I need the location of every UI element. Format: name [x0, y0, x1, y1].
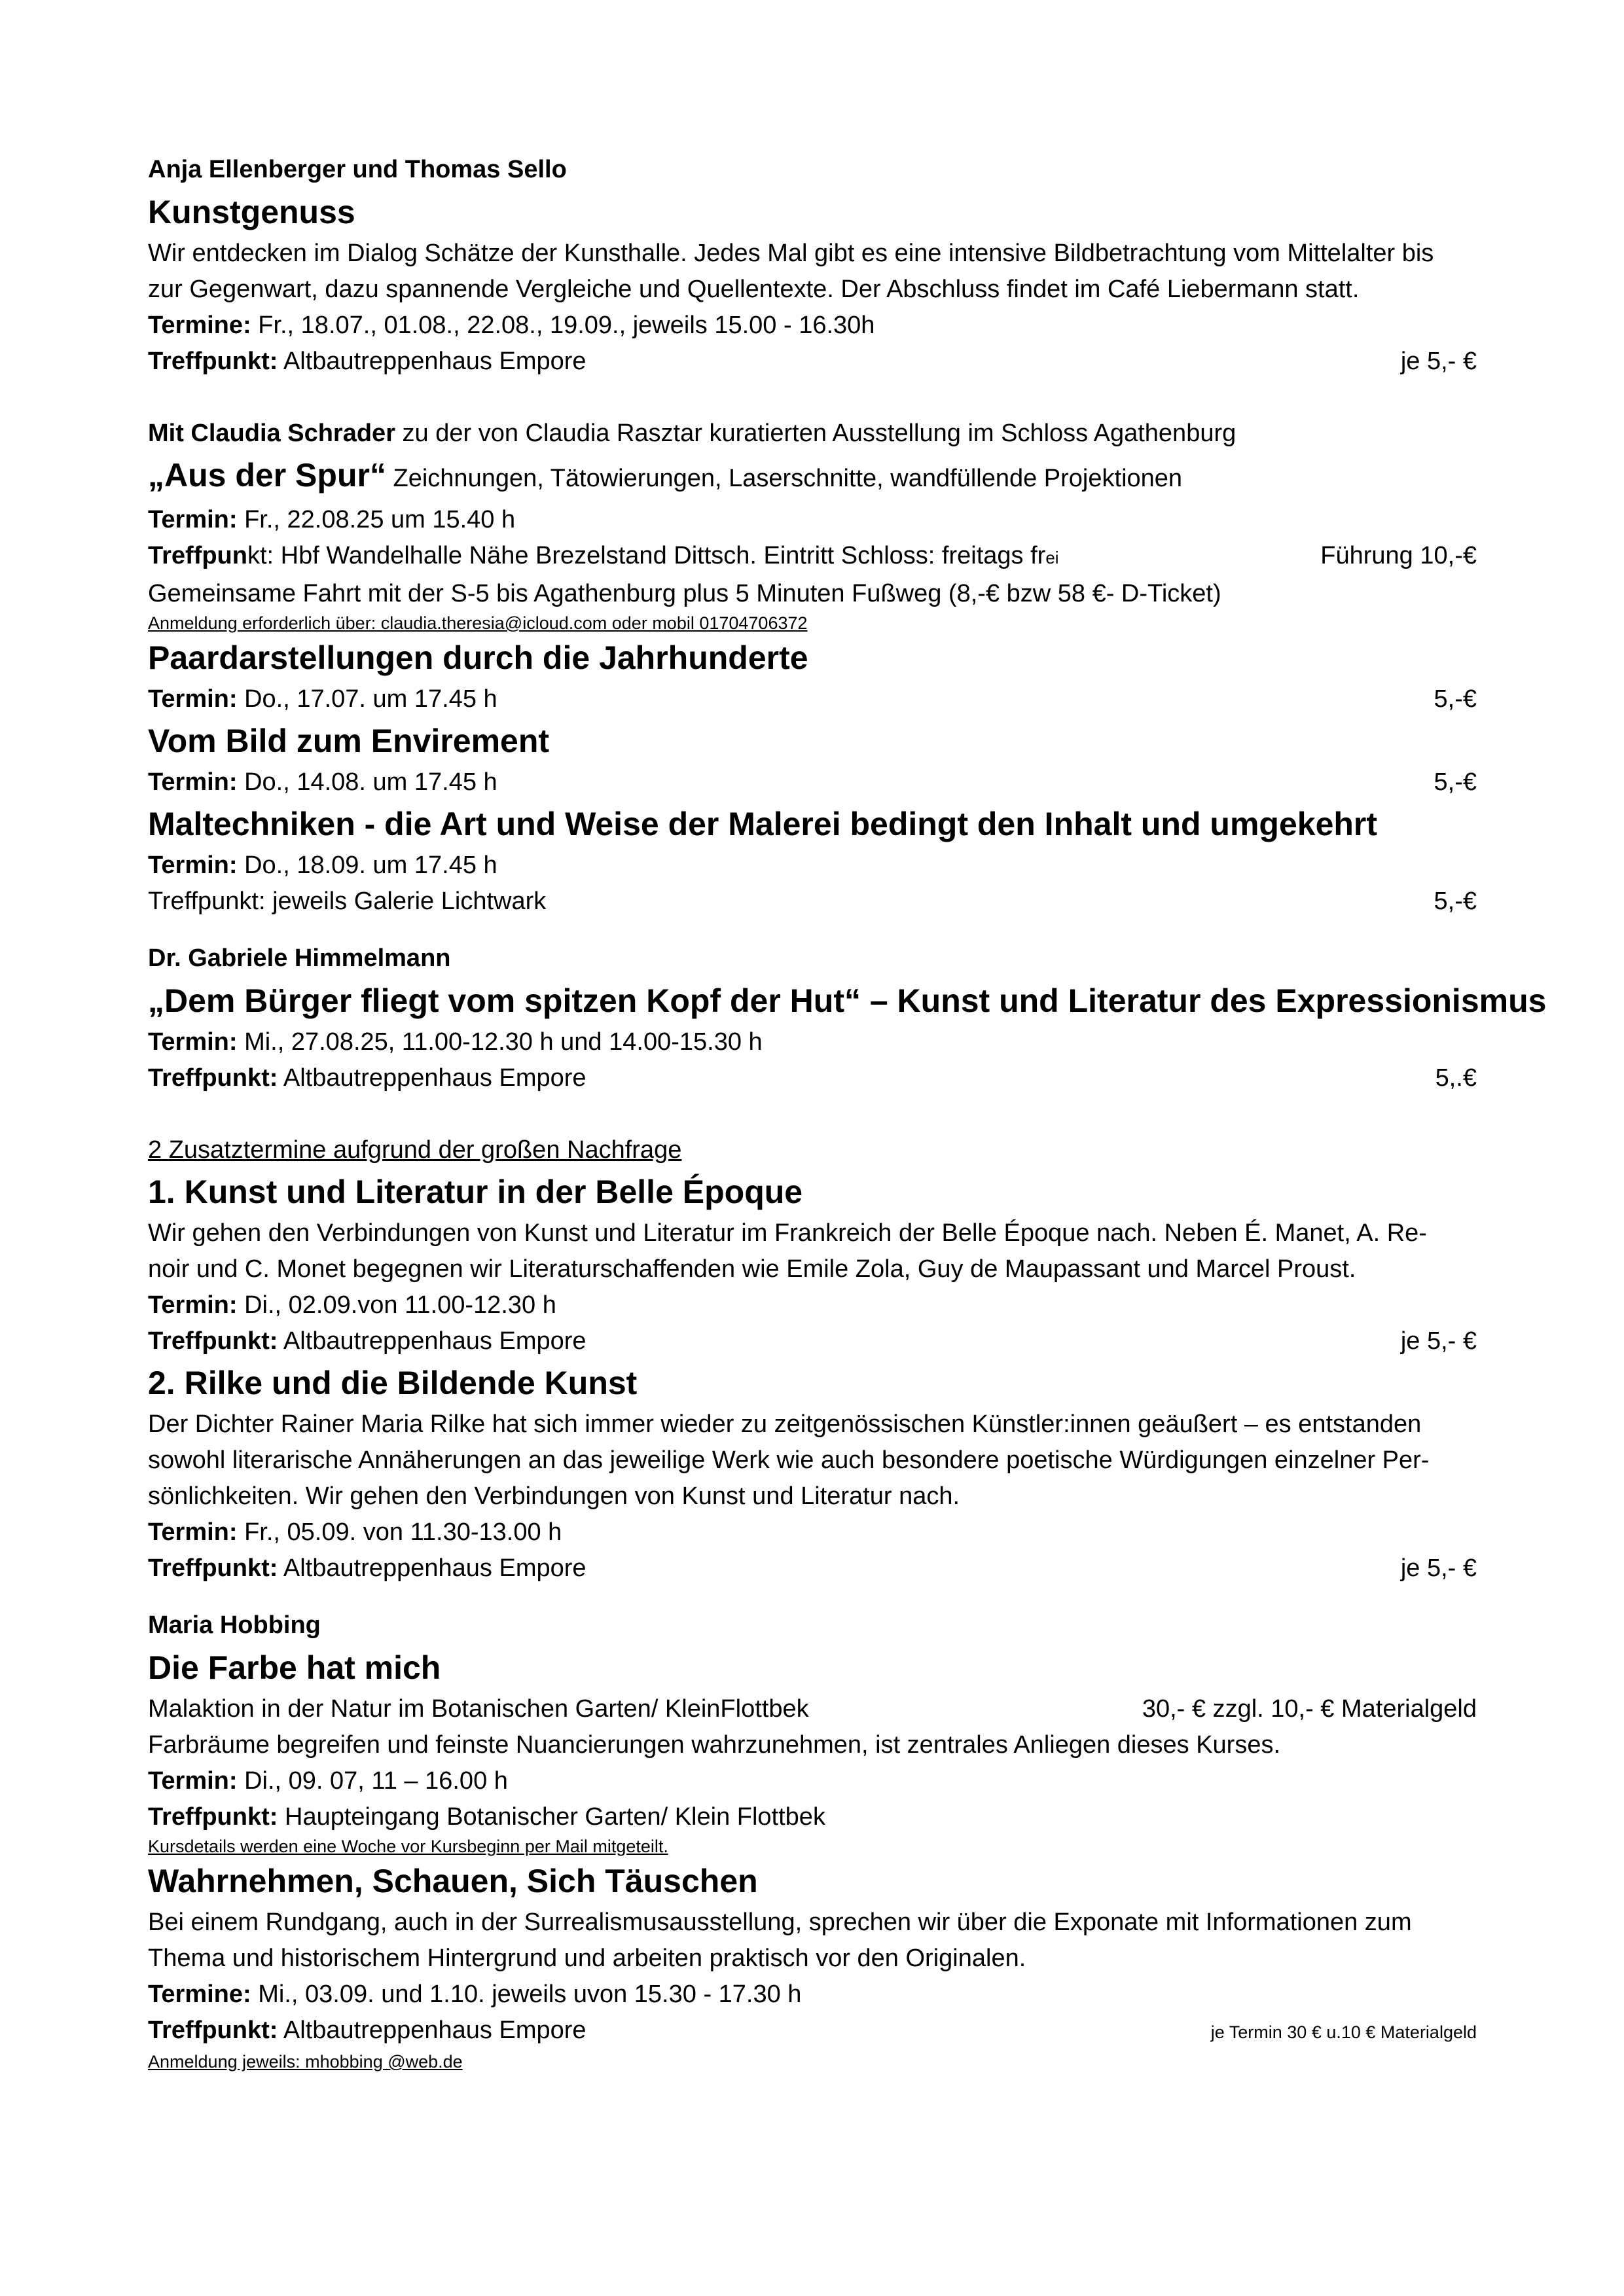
- price: je 5,- €: [1400, 348, 1477, 375]
- section-title: 1. Kunst und Literatur in der Belle Époque: [148, 1174, 803, 1210]
- price: je 5,- €: [1400, 1327, 1477, 1355]
- author-line: [148, 416, 1477, 452]
- termin-line: [148, 1287, 1477, 1323]
- treffpunkt-label: Treffpun: [148, 542, 247, 569]
- section-subtitle: Zeichnungen, Tätowierungen, Laserschnitte, wandfüllende Projektionen: [386, 465, 1183, 492]
- termin-value: Mi., 03.09. und 1.10. jeweils uvon 15.30 - 17.30 h: [251, 1981, 802, 2008]
- termin-value: Mi., 27.08.25, 11.00-12.30 h und 14.00-15.30 h: [237, 1028, 763, 1056]
- treffpunkt-label: Treffpunkt:: [148, 348, 278, 375]
- treffpunkt-line: [148, 2013, 1477, 2051]
- section-title: „Dem Bürger fliegt vom spitzen Kopf der Hut“: [148, 982, 861, 1019]
- section-title: 2. Rilke und die Bildende Kunst: [148, 1365, 638, 1401]
- termin-value: Fr., 18.07., 01.08., 22.08., 19.09., jeweils 15.00 - 16.30h: [251, 312, 875, 339]
- treffpunkt-label: Treffpunkt:: [148, 1327, 278, 1355]
- price: je Termin 30 € u.10 € Materialgeld: [1210, 2022, 1477, 2042]
- section-subtitle: – Kunst und Literatur des Expressionismus: [860, 982, 1547, 1019]
- termin-value: Di., 09. 07, 11 – 16.00 h: [237, 1767, 508, 1795]
- treffpunkt-value-end: ei: [1045, 548, 1059, 567]
- termin-label: Termin:: [148, 685, 238, 713]
- section-author: Dr. Gabriele Himmelmann: [148, 944, 451, 972]
- treffpunkt-line: [148, 1060, 1477, 1096]
- treffpunkt-value: Altbautreppenhaus Empore: [278, 1554, 586, 1582]
- termin-line: [148, 1024, 1477, 1060]
- author-context: zu der von Claudia Rasztar kuratierten Ausstellung im Schloss Agathenburg: [395, 420, 1236, 447]
- treffpunkt-line: [148, 344, 1477, 380]
- termin-label: Termin:: [148, 1291, 238, 1319]
- description-line: Bei einem Rundgang, auch in der Surrealismusausstellung, sprechen wir über die Exponate mit Informationen zum: [148, 1909, 1412, 1936]
- treffpunkt-value: kt: Hbf Wandelhalle Nähe Brezelstand Dittsch. Eintritt Schloss: freitags fr: [247, 542, 1046, 569]
- termin-label: Termin:: [148, 1028, 238, 1056]
- price: 5,-€: [1434, 685, 1477, 713]
- treffpunkt-label: Treffpunkt:: [148, 1064, 278, 1092]
- section-title: Vom Bild zum Envirement: [148, 723, 550, 759]
- termin-label: Termin:: [148, 768, 238, 796]
- registration-note: Anmeldung erforderlich über: claudia.theresia@icloud.com oder mobil 01704706372: [148, 613, 808, 633]
- treffpunkt-label: Treffpunkt:: [148, 2017, 278, 2044]
- termin-line: [148, 1763, 1477, 1799]
- description-price-line: [148, 1691, 1477, 1727]
- section-author: Maria Hobbing: [148, 1611, 321, 1639]
- termin-label: Termine:: [148, 312, 251, 339]
- treffpunkt-value: Treffpunkt: jeweils Galerie Lichtwark: [148, 888, 547, 915]
- section-title: „Aus der Spur“: [148, 457, 386, 493]
- termin-label: Termin:: [148, 1518, 238, 1546]
- termin-value: Do., 18.09. um 17.45 h: [237, 852, 497, 879]
- treffpunkt-label: Treffpunkt:: [148, 1803, 278, 1831]
- termin-line: [148, 502, 1477, 538]
- description-line: sönlichkeiten. Wir gehen den Verbindungen von Kunst und Literatur nach.: [148, 1482, 960, 1510]
- travel-info: Gemeinsame Fahrt mit der S-5 bis Agathenburg plus 5 Minuten Fußweg (8,-€ bzw 58 €- D-Ticket): [148, 580, 1221, 607]
- treffpunkt-line: [148, 884, 1477, 920]
- termin-value: Di., 02.09.von 11.00-12.30 h: [237, 1291, 556, 1319]
- termin-line: [148, 1515, 1477, 1551]
- termin-line: [148, 308, 1477, 344]
- termin-label: Termine:: [148, 1981, 251, 2008]
- treffpunkt-line: [148, 1799, 1477, 1835]
- price: 30,- € zzgl. 10,- € Materialgeld: [1142, 1695, 1477, 1723]
- document-page: [148, 151, 1547, 2073]
- section-title: Wahrnehmen, Schauen, Sich Täuschen: [148, 1863, 758, 1899]
- termin-line: [148, 764, 1477, 800]
- description-line: Wir entdecken im Dialog Schätze der Kunsthalle. Jedes Mal gibt es eine intensive Bildbetrachtung vom Mittelalter bis: [148, 240, 1434, 267]
- description-line: noir und C. Monet begegnen wir Literaturschaffenden wie Emile Zola, Guy de Maupassant und Marcel Proust.: [148, 1255, 1356, 1283]
- treffpunkt-value: Altbautreppenhaus Empore: [278, 348, 586, 375]
- description-line: Wir gehen den Verbindungen von Kunst und Literatur im Frankreich der Belle Époque nach. Neben É. Manet, A. Re-: [148, 1219, 1427, 1247]
- termin-label: Termin:: [148, 852, 238, 879]
- termin-line: [148, 681, 1477, 717]
- treffpunkt-line: [148, 1323, 1477, 1359]
- treffpunkt-value: Altbautreppenhaus Empore: [278, 1064, 586, 1092]
- description-line: sowohl literarische Annäherungen an das jeweilige Werk wie auch besondere poetische Würdigungen einzelner Per-: [148, 1446, 1430, 1474]
- termin-value: Fr., 05.09. von 11.30-13.00 h: [237, 1518, 562, 1546]
- section-title: Paardarstellungen durch die Jahrhunderte: [148, 639, 808, 676]
- price: 5,-€: [1434, 888, 1477, 915]
- description-line: Der Dichter Rainer Maria Rilke hat sich immer wieder zu zeitgenössischen Künstler:innen geäußert – es entstanden: [148, 1410, 1422, 1438]
- termin-line: [148, 1977, 1477, 2013]
- title-line: [148, 977, 1547, 1024]
- treffpunkt-value: Altbautreppenhaus Empore: [278, 1327, 586, 1355]
- description-line: zur Gegenwart, dazu spannende Vergleiche und Quellentexte. Der Abschluss findet im Café Liebermann statt.: [148, 276, 1360, 303]
- section-intro: 2 Zusatztermine aufgrund der großen Nachfrage: [148, 1136, 682, 1164]
- treffpunkt-line: [148, 538, 1477, 576]
- price: 5,.€: [1435, 1064, 1477, 1092]
- treffpunkt-value: Altbautreppenhaus Empore: [278, 2017, 586, 2044]
- description-line: Farbräume begreifen und feinste Nuancierungen wahrzunehmen, ist zentrales Anliegen dieses Kurses.: [148, 1731, 1281, 1759]
- title-line: [148, 452, 1477, 502]
- price: Führung 10,-€: [1320, 542, 1477, 569]
- termin-value: Fr., 22.08.25 um 15.40 h: [237, 506, 516, 533]
- description-line: Malaktion in der Natur im Botanischen Garten/ KleinFlottbek: [148, 1695, 809, 1723]
- registration-note: Anmeldung jeweils: mhobbing @web.de: [148, 2052, 463, 2072]
- termin-label: Termin:: [148, 506, 238, 533]
- section-author: Mit Claudia Schrader: [148, 420, 395, 447]
- section-title: Maltechniken - die Art und Weise der Malerei bedingt den Inhalt und umgekehrt: [148, 806, 1378, 842]
- price: je 5,- €: [1400, 1554, 1477, 1582]
- section-title: Kunstgenuss: [148, 194, 355, 230]
- price: 5,-€: [1434, 768, 1477, 796]
- treffpunkt-line: [148, 1551, 1477, 1587]
- treffpunkt-value: Haupteingang Botanischer Garten/ Klein Flottbek: [278, 1803, 825, 1831]
- section-title: Die Farbe hat mich: [148, 1649, 441, 1686]
- treffpunkt-label: Treffpunkt:: [148, 1554, 278, 1582]
- termin-value: Do., 17.07. um 17.45 h: [237, 685, 497, 713]
- termin-line: [148, 848, 1477, 884]
- section-author: Anja Ellenberger und Thomas Sello: [148, 156, 567, 183]
- termin-value: Do., 14.08. um 17.45 h: [237, 768, 497, 796]
- termin-label: Termin:: [148, 1767, 238, 1795]
- description-line: Thema und historischem Hintergrund und arbeiten praktisch vor den Originalen.: [148, 1945, 1026, 1972]
- course-note: Kursdetails werden eine Woche vor Kursbeginn per Mail mitgeteilt.: [148, 1837, 668, 1856]
